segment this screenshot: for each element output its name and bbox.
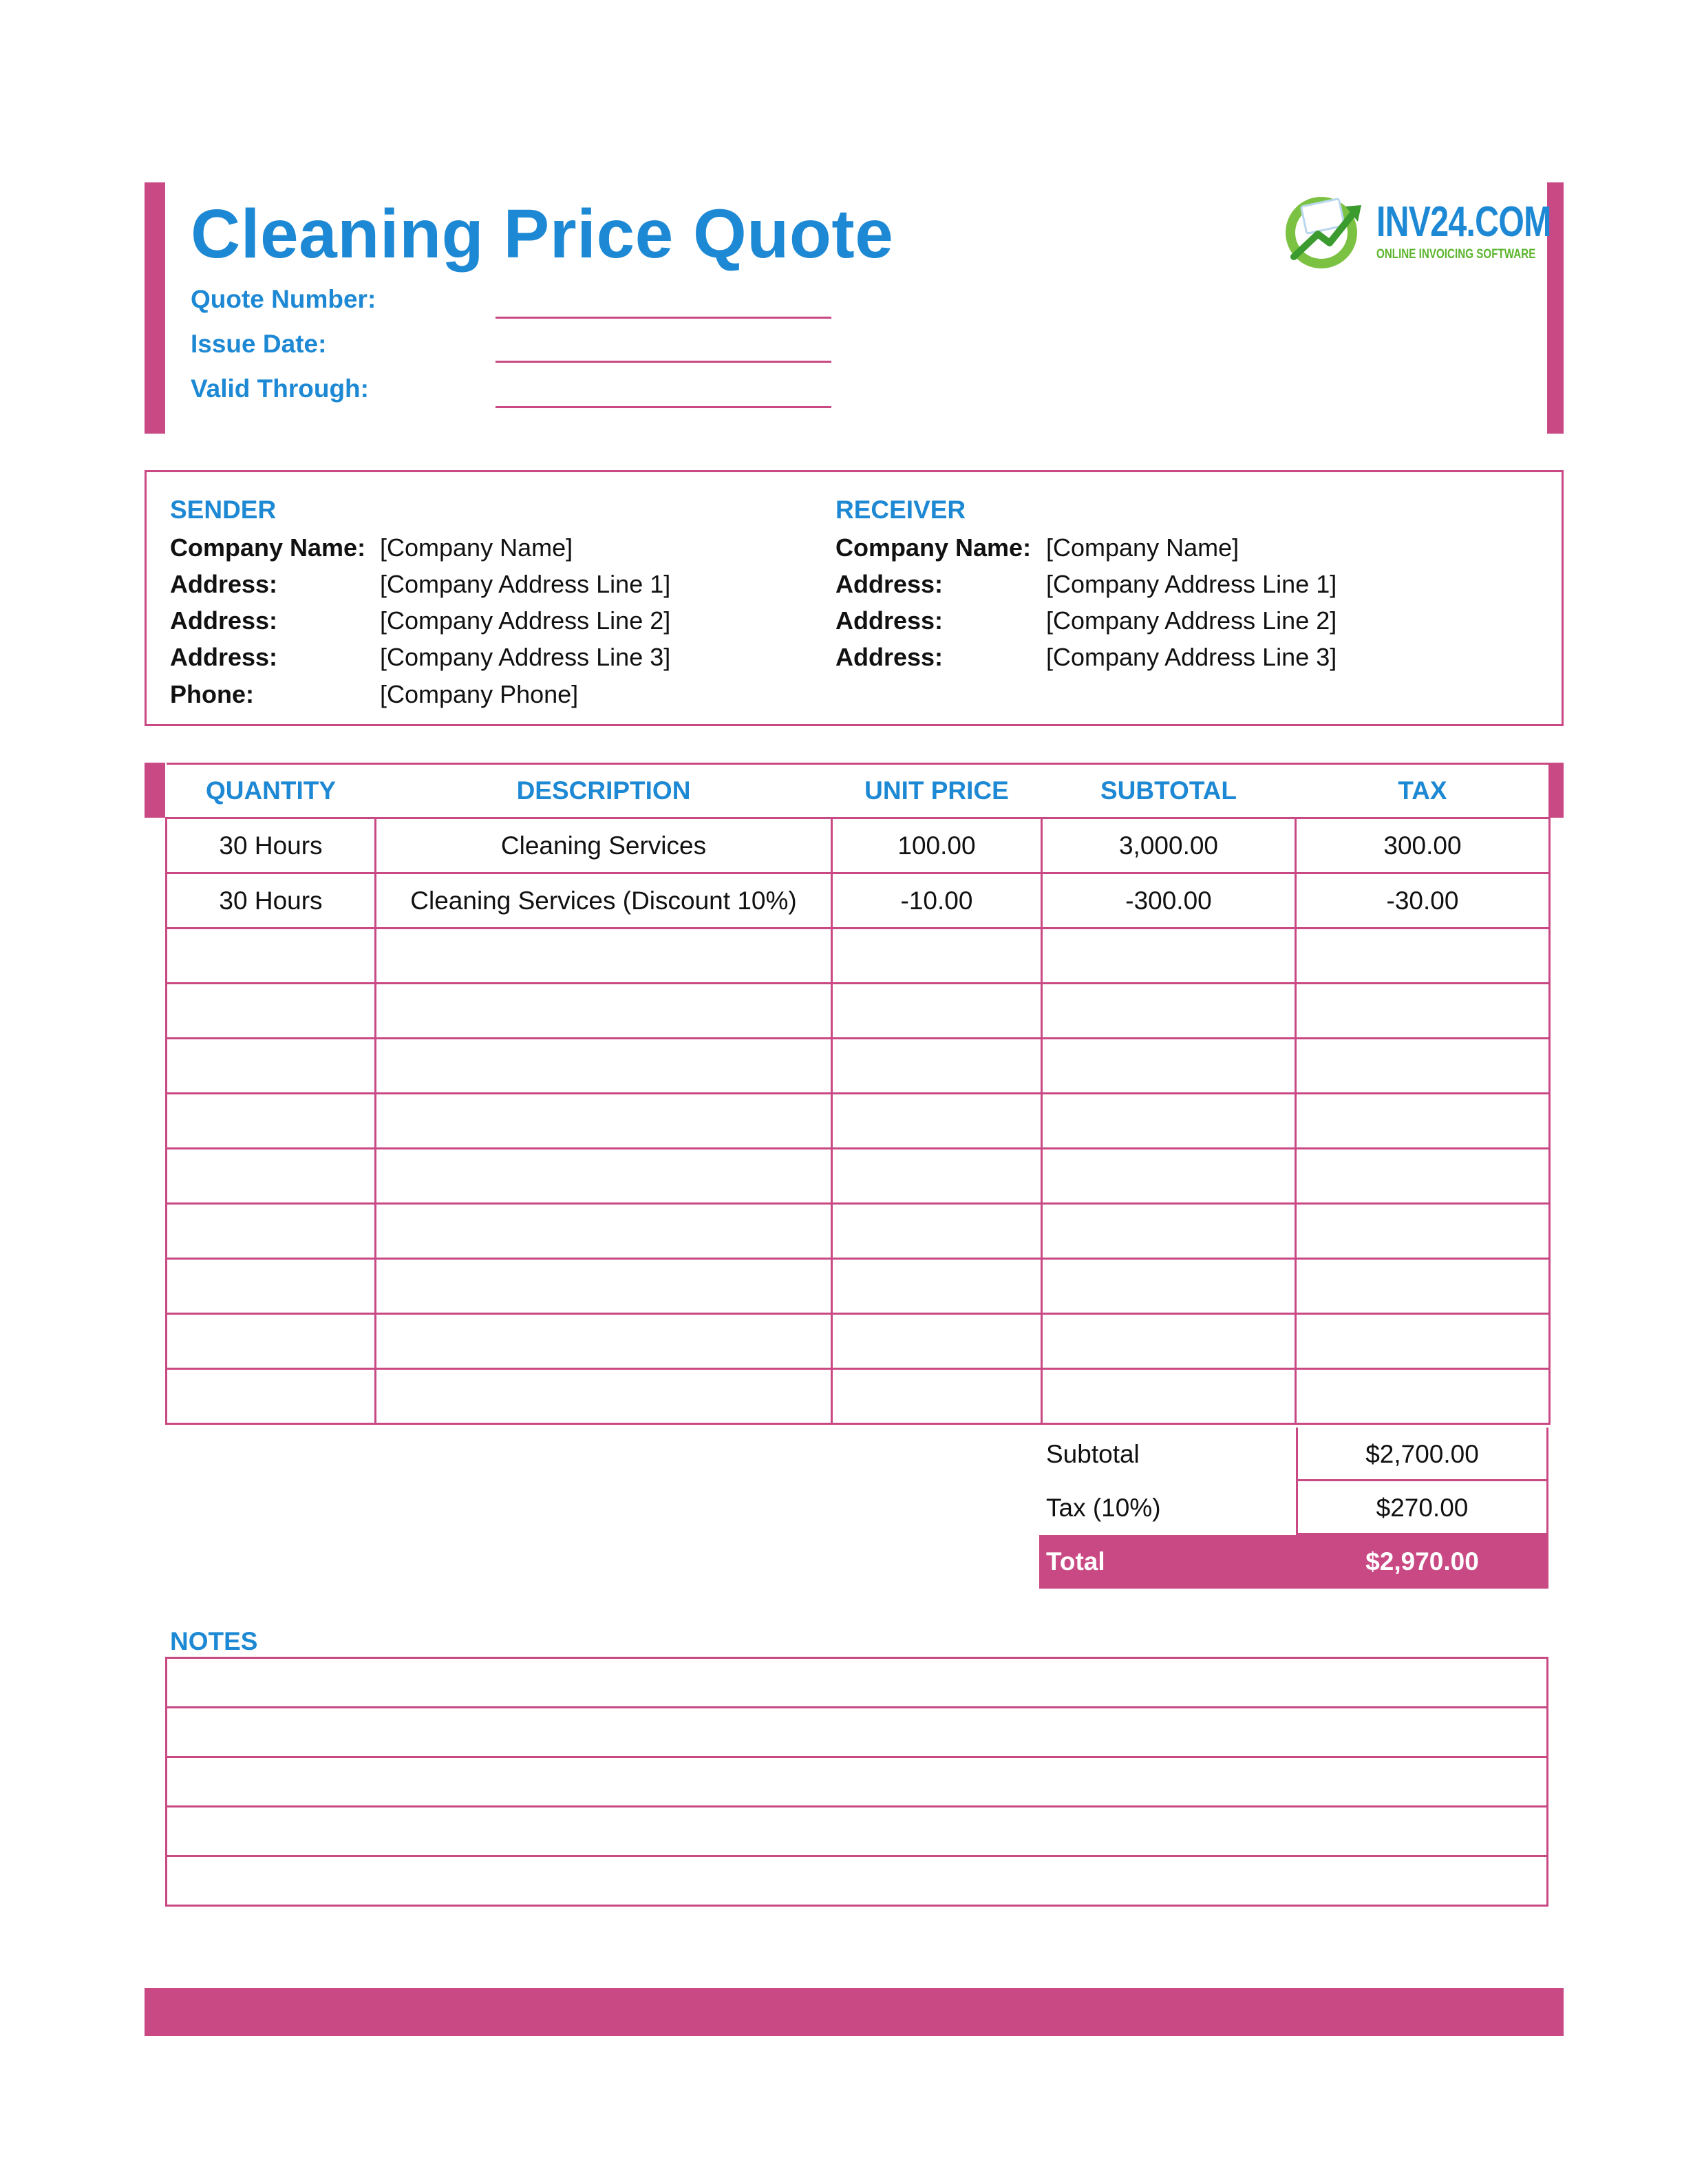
note-line[interactable] xyxy=(165,1657,1548,1708)
cell-quantity[interactable] xyxy=(167,1204,376,1259)
cell-unit-price[interactable] xyxy=(832,929,1042,984)
table-row xyxy=(167,873,1550,929)
cell-quantity[interactable] xyxy=(167,1149,376,1204)
cell-unit-price[interactable] xyxy=(832,984,1042,1039)
table-row xyxy=(167,1369,1550,1424)
items-table xyxy=(165,763,1551,1425)
cell-quantity[interactable]: 30 Hours xyxy=(167,873,376,929)
table-header-accent-left xyxy=(145,763,165,818)
cell-quantity[interactable] xyxy=(167,1259,376,1314)
cell-tax[interactable] xyxy=(1296,1094,1550,1149)
cell-subtotal[interactable] xyxy=(1042,1204,1296,1259)
total-value: $2,970.00 xyxy=(1365,1547,1479,1576)
footer-bar xyxy=(145,1988,1564,2036)
tax-value: $270.00 xyxy=(1296,1481,1548,1535)
receiver-address-2-value[interactable]: [Company Address Line 2] xyxy=(1046,606,1337,635)
cell-unit-price[interactable] xyxy=(832,1369,1042,1424)
sender-address-1-label: Address: xyxy=(170,570,278,598)
valid-through-label: Valid Through: xyxy=(191,374,369,403)
valid-through-field[interactable] xyxy=(496,406,831,408)
cell-description[interactable]: Cleaning Services xyxy=(376,818,832,873)
issue-date-label: Issue Date: xyxy=(191,330,327,358)
cell-tax[interactable] xyxy=(1296,1369,1550,1424)
cell-subtotal[interactable] xyxy=(1042,929,1296,984)
logo-tagline: ONLINE INVOICING SOFTWARE xyxy=(1376,247,1536,262)
cell-unit-price[interactable]: 100.00 xyxy=(832,818,1042,873)
cell-tax[interactable] xyxy=(1296,1149,1550,1204)
cell-subtotal[interactable] xyxy=(1042,1314,1296,1369)
cell-subtotal[interactable] xyxy=(1042,1369,1296,1424)
header-subtotal: SUBTOTAL xyxy=(1042,764,1296,818)
sender-address-3-label: Address: xyxy=(170,643,278,671)
cell-subtotal[interactable]: 3,000.00 xyxy=(1042,818,1296,873)
issue-date-field[interactable] xyxy=(496,361,831,363)
cell-description[interactable] xyxy=(376,1259,832,1314)
cell-subtotal[interactable] xyxy=(1042,1039,1296,1094)
sender-address-2-label: Address: xyxy=(170,606,278,635)
cell-tax[interactable] xyxy=(1296,929,1550,984)
receiver-title: RECEIVER xyxy=(835,496,966,524)
table-header-accent-right xyxy=(1548,763,1564,818)
tax-label: Tax (10%) xyxy=(1046,1494,1161,1522)
cell-description[interactable] xyxy=(376,984,832,1039)
total-label: Total xyxy=(1046,1547,1105,1576)
receiver-company-label: Company Name: xyxy=(835,533,1032,562)
table-row xyxy=(167,929,1550,984)
sender-phone-label: Phone: xyxy=(170,680,254,708)
cell-subtotal[interactable] xyxy=(1042,1094,1296,1149)
cell-description[interactable]: Cleaning Services (Discount 10%) xyxy=(376,873,832,929)
table-row xyxy=(167,984,1550,1039)
notes-title: NOTES xyxy=(170,1627,258,1655)
receiver-address-3-value[interactable]: [Company Address Line 3] xyxy=(1046,643,1337,671)
cell-unit-price[interactable] xyxy=(832,1314,1042,1369)
quote-number-field[interactable] xyxy=(496,317,831,319)
total-row xyxy=(1039,1535,1548,1589)
cell-subtotal[interactable] xyxy=(1042,984,1296,1039)
table-row xyxy=(167,1149,1550,1204)
table-row xyxy=(167,1094,1550,1149)
cell-unit-price[interactable] xyxy=(832,1259,1042,1314)
cell-quantity[interactable] xyxy=(167,1094,376,1149)
cell-tax[interactable] xyxy=(1296,984,1550,1039)
cell-subtotal[interactable]: -300.00 xyxy=(1042,873,1296,929)
cell-unit-price[interactable]: -10.00 xyxy=(832,873,1042,929)
note-line[interactable] xyxy=(165,1708,1548,1758)
header-quantity: QUANTITY xyxy=(167,764,376,818)
subtotal-label: Subtotal xyxy=(1046,1440,1140,1468)
sender-title: SENDER xyxy=(170,496,277,524)
cell-quantity[interactable] xyxy=(167,929,376,984)
cell-tax[interactable] xyxy=(1296,1204,1550,1259)
cell-unit-price[interactable] xyxy=(832,1149,1042,1204)
cell-tax[interactable] xyxy=(1296,1039,1550,1094)
note-line[interactable] xyxy=(165,1807,1548,1857)
cell-quantity[interactable] xyxy=(167,1369,376,1424)
notes-area xyxy=(165,1657,1548,1907)
cell-quantity[interactable] xyxy=(167,984,376,1039)
sender-address-3-value[interactable]: [Company Address Line 3] xyxy=(380,643,671,671)
table-row xyxy=(167,1259,1550,1314)
table-row xyxy=(167,1039,1550,1094)
sender-phone-value[interactable]: [Company Phone] xyxy=(380,680,579,708)
note-line[interactable] xyxy=(165,1857,1548,1907)
cell-unit-price[interactable] xyxy=(832,1094,1042,1149)
receiver-address-2-label: Address: xyxy=(835,606,944,635)
receiver-address-1-value[interactable]: [Company Address Line 1] xyxy=(1046,570,1337,598)
items-header-row xyxy=(167,764,1550,818)
receiver-company-value[interactable]: [Company Name] xyxy=(1046,533,1239,562)
sender-address-2-value[interactable]: [Company Address Line 2] xyxy=(380,606,671,635)
header-accent-bar-left xyxy=(145,182,165,434)
cell-quantity[interactable] xyxy=(167,1314,376,1369)
receiver-address-3-label: Address: xyxy=(835,643,944,671)
cell-description[interactable] xyxy=(376,929,832,984)
receiver-address-1-label: Address: xyxy=(835,570,944,598)
document-title: Cleaning Price Quote xyxy=(191,195,894,273)
subtotal-row xyxy=(1039,1428,1548,1481)
header-tax: TAX xyxy=(1296,764,1550,818)
cell-tax[interactable] xyxy=(1296,1314,1550,1369)
cell-unit-price[interactable] xyxy=(832,1039,1042,1094)
cell-tax[interactable]: 300.00 xyxy=(1296,818,1550,873)
sender-address-1-value[interactable]: [Company Address Line 1] xyxy=(380,570,671,598)
cell-unit-price[interactable] xyxy=(832,1204,1042,1259)
note-line[interactable] xyxy=(165,1758,1548,1807)
cell-quantity[interactable] xyxy=(167,1039,376,1094)
cell-description[interactable] xyxy=(376,1039,832,1094)
table-row xyxy=(167,1204,1550,1259)
cell-description[interactable] xyxy=(376,1149,832,1204)
cell-quantity[interactable]: 30 Hours xyxy=(167,818,376,873)
table-row xyxy=(167,818,1550,873)
sender-company-value[interactable]: [Company Name] xyxy=(380,533,573,562)
logo-name: INV24.COM xyxy=(1376,198,1551,246)
cell-description[interactable] xyxy=(376,1314,832,1369)
cell-tax[interactable]: -30.00 xyxy=(1296,873,1550,929)
table-row xyxy=(167,1314,1550,1369)
cell-description[interactable] xyxy=(376,1204,832,1259)
cell-subtotal[interactable] xyxy=(1042,1259,1296,1314)
header-unit-price: UNIT PRICE xyxy=(832,764,1042,818)
cell-tax[interactable] xyxy=(1296,1259,1550,1314)
sender-company-label: Company Name: xyxy=(170,533,366,562)
cell-description[interactable] xyxy=(376,1369,832,1424)
cell-description[interactable] xyxy=(376,1094,832,1149)
header-description: DESCRIPTION xyxy=(376,764,832,818)
subtotal-value: $2,700.00 xyxy=(1296,1428,1548,1481)
cell-subtotal[interactable] xyxy=(1042,1149,1296,1204)
tax-row xyxy=(1039,1481,1548,1535)
quote-number-label: Quote Number: xyxy=(191,285,376,313)
